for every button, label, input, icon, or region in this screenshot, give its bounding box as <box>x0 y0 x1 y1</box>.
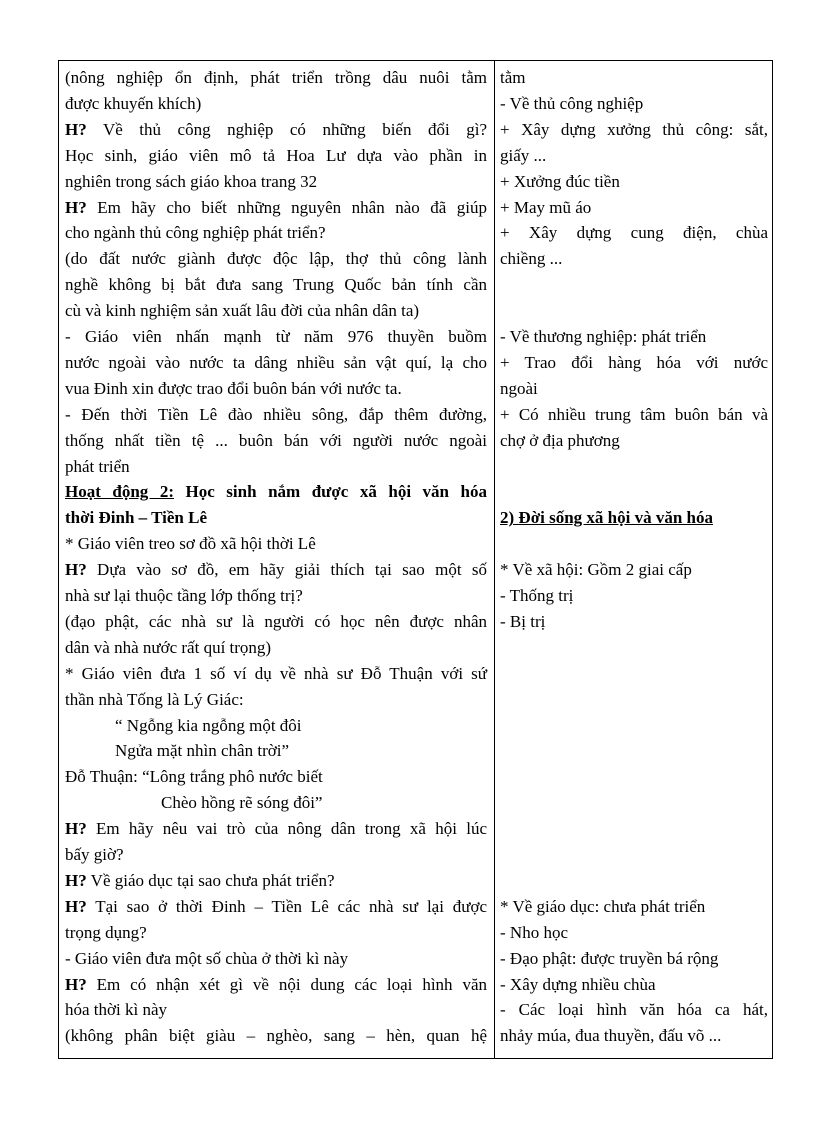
right-text-line <box>500 376 538 402</box>
left-text-line <box>65 816 487 842</box>
right-text-line <box>500 505 713 531</box>
left-text-line <box>65 376 402 402</box>
left-text-line <box>65 220 326 246</box>
right-text-line <box>500 117 768 143</box>
line-text: Em hãy nêu vai trò của nông dân trong xã hội lúc <box>86 819 487 839</box>
line-text: thời Đinh – Tiền Lê <box>65 508 207 528</box>
right-text-line <box>500 402 768 428</box>
right-text-line <box>500 428 620 454</box>
line-text: + May mũ áo <box>500 197 592 217</box>
left-text-line <box>65 661 487 687</box>
line-text: nghề không bị bắt đưa sang Trung Quốc bản tính cần <box>65 275 487 295</box>
line-text: vua Đinh xin được trao đổi buôn bán với nước ta. <box>65 378 402 398</box>
question-marker: H? <box>65 560 87 580</box>
left-text-line <box>65 143 487 169</box>
line-text: - Nho học <box>500 922 568 942</box>
left-text-line <box>65 402 487 428</box>
line-text: (nông nghiệp ổn định, phát triển trồng dâu nuôi tằm <box>65 68 487 87</box>
question-marker: H? <box>65 896 87 916</box>
right-text-line <box>500 143 546 169</box>
left-text-line <box>65 972 487 998</box>
left-text-line <box>65 997 167 1023</box>
line-text: * Giáo viên đưa 1 số ví dụ về nhà sư Đỗ Thuận với sứ <box>65 663 487 683</box>
line-text: Ngửa mặt nhìn chân trời” <box>115 741 289 761</box>
left-text-line <box>65 272 487 298</box>
left-text-line <box>65 117 487 143</box>
right-text-line <box>500 246 562 272</box>
left-text-line <box>65 479 487 505</box>
line-text: thống nhất tiền tệ ... buôn bán với người nước ngoài <box>65 430 487 450</box>
line-text: - Các loại hình văn hóa ca hát, <box>500 1000 768 1020</box>
line-text: bấy giờ? <box>65 845 124 864</box>
line-text: - Đạo phật: được truyền bá rộng <box>500 948 719 968</box>
line-text: Em hãy cho biết những nguyên nhân nào đã giúp <box>86 197 487 217</box>
line-text: 2) Đời sống xã hội và văn hóa <box>500 508 713 528</box>
line-text: tằm <box>500 68 526 87</box>
right-text-line <box>500 894 705 920</box>
right-text-line <box>500 997 768 1023</box>
line-text: nước ngoài vào nước ta dâng nhiều sản vật quí, lạ cho <box>65 352 487 372</box>
left-text-line <box>65 169 317 195</box>
line-text: - Bị trị <box>500 611 546 631</box>
line-text: + Trao đổi hàng hóa với nước <box>500 352 768 372</box>
left-text-line <box>65 428 487 454</box>
line-text: + Có nhiều trung tâm buôn bán và <box>500 404 768 424</box>
line-text: - Về thủ công nghiệp <box>500 93 644 113</box>
line-text: chiềng ... <box>500 249 563 269</box>
line-text: hóa thời kì này <box>65 1000 167 1020</box>
left-text-line <box>65 920 147 946</box>
line-text: Đỗ Thuận: “Lông trắng phô nước biết <box>65 767 323 787</box>
line-text: * Về giáo dục: chưa phát triển <box>500 896 706 916</box>
right-text-line <box>500 946 718 972</box>
line-text: dân và nhà nước rất quí trọng) <box>65 637 272 657</box>
right-text-line <box>500 324 706 350</box>
line-text: nghiên trong sách giáo khoa trang 32 <box>65 171 318 191</box>
left-text-line <box>65 505 207 531</box>
left-text-line <box>65 842 124 868</box>
right-text-line <box>500 609 545 635</box>
line-text: ngoài <box>500 378 538 398</box>
line-text: nhảy múa, đua thuyền, đấu võ ... <box>500 1026 722 1046</box>
left-text-line <box>65 946 348 972</box>
line-text: thần nhà Tống là Lý Giác: <box>65 689 244 709</box>
line-text: trọng dụng? <box>65 922 147 942</box>
line-text: Về giáo dục tại sao chưa phát triển? <box>86 870 335 890</box>
left-text-line <box>65 65 487 91</box>
left-text-line <box>115 738 289 764</box>
left-text-line <box>65 609 487 635</box>
right-text-line <box>500 169 620 195</box>
lesson-table <box>58 60 773 1059</box>
question-marker: H? <box>65 119 87 139</box>
line-text: giấy ... <box>500 145 547 165</box>
left-text-line <box>115 713 302 739</box>
right-text-line <box>500 350 768 376</box>
line-text: - Đến thời Tiền Lê đào nhiều sông, đắp thêm đường, <box>65 404 487 424</box>
line-text: (do đất nước giành được độc lập, thợ thủ công lành <box>65 249 487 269</box>
left-text-line <box>65 454 130 480</box>
left-text-line <box>65 687 244 713</box>
line-text: * Về xã hội: Gồm 2 giai cấp <box>500 560 692 580</box>
left-text-line <box>65 531 316 557</box>
line-text: cù và kinh nghiệm sản xuất lâu đời của nhân dân ta) <box>65 301 420 321</box>
line-text: nhà sư lại thuộc tầng lớp thống trị? <box>65 586 303 605</box>
line-text: + Xây dựng xưởng thủ công: sắt, <box>500 119 768 139</box>
question-marker: H? <box>65 870 87 890</box>
line-text: (đạo phật, các nhà sư là người có học nên được nhân <box>65 611 487 631</box>
column-divider <box>494 61 495 1058</box>
right-text-line <box>500 557 692 583</box>
left-text-line <box>161 790 322 816</box>
question-marker: H? <box>65 974 87 994</box>
right-text-line <box>500 972 656 998</box>
question-marker: H? <box>65 819 87 839</box>
right-text-line <box>500 91 643 117</box>
line-text: được khuyến khích) <box>65 93 202 113</box>
line-text: - Thống trị <box>500 586 574 605</box>
left-text-line <box>65 195 487 221</box>
left-text-line <box>65 1023 487 1049</box>
right-text-line <box>500 583 573 609</box>
left-text-line <box>65 91 201 117</box>
line-text: Chèo hồng rẽ sóng đôi” <box>161 793 323 813</box>
left-text-line <box>65 583 303 609</box>
left-text-line <box>65 868 335 894</box>
left-text-line <box>65 298 419 324</box>
line-text: - Về thương nghiệp: phát triển <box>500 327 707 346</box>
right-text-line <box>500 195 591 221</box>
line-text: Về thủ công nghiệp có những biến đổi gì? <box>86 119 487 139</box>
line-text: chợ ở địa phương <box>500 430 620 450</box>
right-text-line <box>500 1023 721 1049</box>
line-text: (không phân biệt giàu – nghèo, sang – hèn, quan hệ <box>65 1026 487 1046</box>
line-text: - Xây dựng nhiều chùa <box>500 974 656 994</box>
line-text: + Xây dựng cung điện, chùa <box>500 223 768 243</box>
question-marker: H? <box>65 197 87 217</box>
left-text-line <box>65 350 487 376</box>
line-text: - Giáo viên nhấn mạnh từ năm 976 thuyền buồm <box>65 327 487 346</box>
line-text: Dựa vào sơ đồ, em hãy giải thích tại sao một số <box>86 560 487 580</box>
line-text: Học sinh nắm được xã hội văn hóa <box>174 482 487 502</box>
right-text-line <box>500 220 768 246</box>
line-text: + Xưởng đúc tiền <box>500 171 620 191</box>
line-text: phát triển <box>65 456 130 476</box>
left-text-line <box>65 324 487 350</box>
left-text-line <box>65 894 487 920</box>
left-text-line <box>65 764 323 790</box>
line-text: * Giáo viên treo sơ đồ xã hội thời Lê <box>65 534 316 554</box>
line-text: cho ngành thủ công nghiệp phát triển? <box>65 223 326 243</box>
activity-heading: Hoạt động 2: <box>65 482 174 502</box>
line-text: Tại sao ở thời Đinh – Tiền Lê các nhà sư lại được <box>86 896 487 916</box>
left-text-line <box>65 557 487 583</box>
line-text: Học sinh, giáo viên mô tả Hoa Lư dựa vào phần in <box>65 145 487 165</box>
left-text-line <box>65 635 271 661</box>
line-text: - Giáo viên đưa một số chùa ở thời kì này <box>65 948 349 968</box>
line-text: Em có nhận xét gì về nội dung các loại hình văn <box>86 974 487 994</box>
left-text-line <box>65 246 487 272</box>
right-text-line <box>500 65 526 91</box>
line-text: “ Ngỗng kia ngỗng một đôi <box>115 715 302 735</box>
right-text-line <box>500 920 568 946</box>
